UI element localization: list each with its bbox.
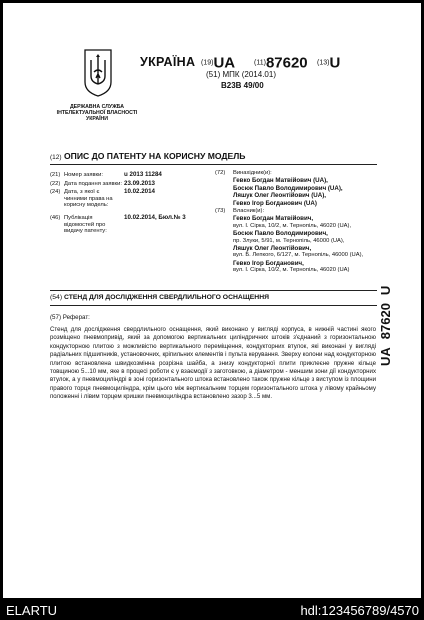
inventor-name: Ляшук Олег Леонтійович (UA), (233, 192, 327, 200)
divider (50, 305, 377, 306)
side-patent-code: UA87620U (378, 285, 393, 366)
biblio-row: (24) Дата, з якої є чинними права на корисну модель:10.02.2014 (50, 188, 155, 209)
owner-name: Ляшук Олег Леонтійович, (233, 245, 312, 253)
inventor-name: Гевко Ігор Богданович (UA) (233, 199, 317, 207)
kind-code: U (329, 54, 341, 72)
bibliographic-data (50, 172, 210, 237)
inventor-name: Гевко Богдан Матвійович (UA), (233, 177, 328, 185)
owner-name: Гевко Богдан Матвійович, (233, 215, 314, 223)
biblio-row: (22) Дата подання заявки: 23.09.2013 (50, 179, 155, 187)
kind-code-field: (13)U (317, 54, 341, 72)
ipc-line: (51) МПК (2014.01) (206, 70, 276, 79)
country-name: УКРАЇНА (140, 55, 196, 69)
owner-address: вул. І. Сірка, 10/2, м. Тернопіль, 46020 (UA) (233, 267, 350, 274)
patent-number-field: (11)87620 (254, 54, 308, 72)
biblio-row: (46) Публікація відомостей про видачу патенту:10.02.2014, Бюл.№ 3 (50, 213, 186, 235)
agency-name: ДЕРЖАВНА СЛУЖБА ІНТЕЛЕКТУАЛЬНОЇ ВЛАСНОСТІ УКРАЇНИ (56, 104, 138, 122)
abstract-label: (57) Реферат: (50, 314, 90, 321)
owner-address: вул. Б. Лепкого, 6/127, м. Тернопіль, 46000 (UA), (233, 252, 364, 259)
biblio-row: (21) Номер заявки: u 2013 11284 (50, 171, 162, 178)
utility-model-title: (54) СТЕНД ДЛЯ ДОСЛІДЖЕННЯ СВЕРДЛИЛЬНОГО ОСНАЩЕННЯ (50, 294, 269, 301)
ipc-class: B23B 49/00 (221, 81, 264, 90)
patent-page (3, 3, 421, 598)
footer-source: ELARTU (6, 603, 58, 618)
owner-name: Босюк Павло Володимирович, (233, 230, 328, 238)
owner-address: пр. Злуки, 5/91, м. Тернопіль, 46000 (UA), (233, 237, 345, 244)
inventors-block: (72) Винахідник(и): Гевко Богдан Матвійович (UA), Босюк Павло Володимирович (UA), Ляшук Олег Леонтійович (UA), Гевко Ігор Богданович (UA) (215, 170, 378, 207)
inventor-name: Босюк Павло Володимирович (UA), (233, 184, 343, 192)
owner-name: Гевко Ігор Богданович, (233, 259, 304, 267)
divider (50, 290, 377, 291)
footer-handle: hdl:123456789/4570 (300, 603, 419, 618)
abstract-text: Стенд для дослідження свердлильного оснащення, який виконано у вигляді корпуса, в нижній частині якого розміщено пневмопривід, який за допомогою вертикальних циліндричних штоків з'єднаний з горизонтальною кондукторною плитою з можливістю вертикального переміщення, кондукторних втулок, які виконані у вигляді радіальних підшипників, установочних, кріпильних елементів і пульта керування. Зверху колони над кондукторною плитою встановлена швидкозмінна розрізна шайба, а знизу кондукторної плити приклеєне пружне кільце товщиною 5...10 мм, яке в процесі роботи є у взаємодії з заготовкою, а діаметром - меншим зони дії кондукторних втулок, а у пневмоциліндрі в зоні горизонтального штока встановлено також пружне кільце з виступом із площини правого торця пневмоциліндра, крім цього між вертикальним торцем горизонтального штока у лівому крайньому положенні і лівим торцем кришки пневмоциліндра встановлено зазор 3...5 мм. (50, 326, 376, 401)
patent-number: 87620 (265, 54, 308, 72)
ukraine-trident-emblem-icon (83, 48, 113, 98)
country-code-field: (19)UA (201, 54, 236, 72)
document-title: (12) ОПИС ДО ПАТЕНТУ НА КОРИСНУ МОДЕЛЬ (50, 151, 246, 161)
divider (50, 164, 377, 165)
owners-block: (73) Власник(и): Гевко Богдан Матвійович, вул. І. Сірка, 10/2, м. Тернопіль, 46020 (UA), Босюк Павло Володимирович, пр. Злуки, 5/91, м. Тернопіль, 46000 (UA), Ляшук Олег Леонтійович, вул. Б. Лепкого, 6/127, м. Тернопіль, 46000 (UA), Гевко Ігор Богданович, вул. І. Сірка, 10/2, м. Тернопіль, 46020 (UA) (215, 208, 378, 275)
footer-bar (0, 600, 424, 620)
owner-address: вул. І. Сірка, 10/2, м. Тернопіль, 46020 (UA), (233, 222, 352, 229)
country-code: UA (213, 54, 236, 72)
